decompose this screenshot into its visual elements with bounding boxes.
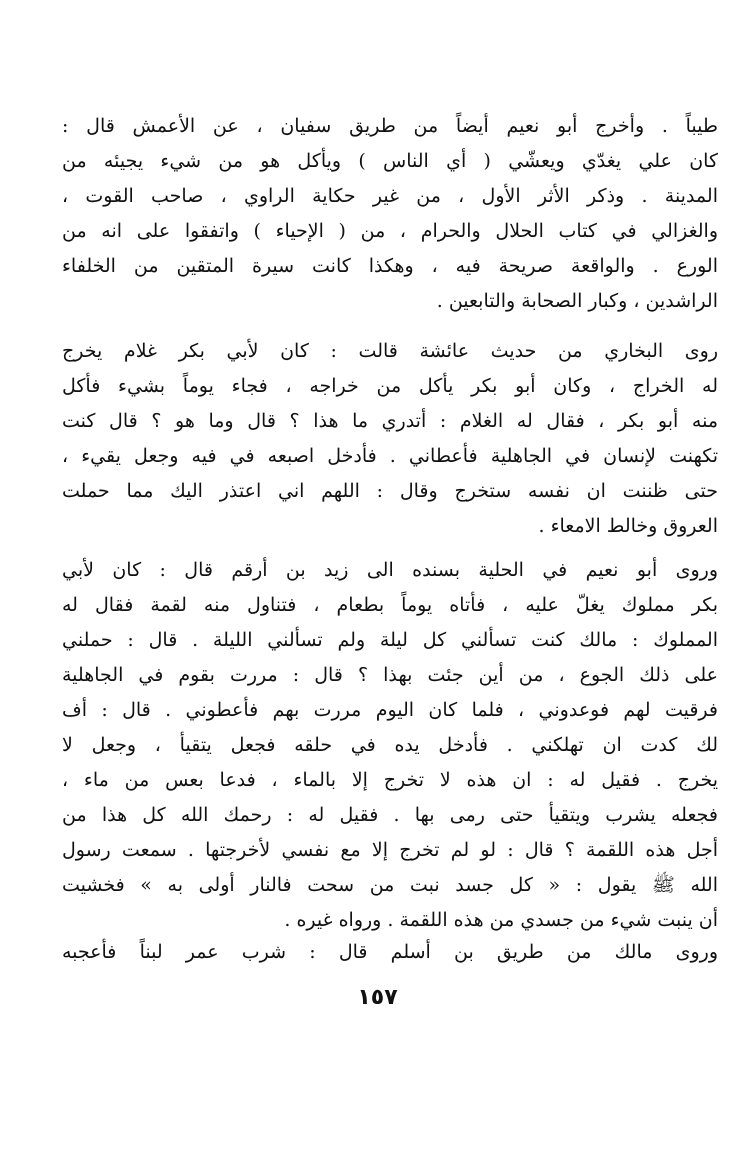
- text-line: طيباً . وأخرج أبو نعيم أيضاً من طريق سفيان ، عن الأعمش قال :: [62, 115, 718, 137]
- text-line: تكهنت لإنسان في الجاهلية فأعطاني . فأدخل اصبعه في فيه وجعل يقيء ،: [62, 445, 718, 467]
- text-line: كان علي يغدّي ويعشّي ( أي الناس ) ويأكل هو من شيء يجيئه من: [62, 150, 718, 172]
- text-line: والغزالي في كتاب الحلال والحرام ، من ( الإحياء ) واتفقوا على انه من: [62, 220, 718, 242]
- text-line: الله ﷺ يقول : « كل جسد نبت من سحت فالنار أولى به » فخشيت: [62, 874, 718, 896]
- text-line: أن ينبت شيء من جسدي من هذه اللقمة . ورواه غيره .: [284, 909, 718, 931]
- text-line: الورع . والواقعة صريحة فيه ، وهكذا كانت سيرة المتقين من الخلفاء: [62, 255, 718, 277]
- text-line: المدينة . وذكر الأثر الأول ، من غير حكاية الراوي ، صاحب القوت ،: [62, 185, 718, 207]
- text-line: روى البخاري من حديث عائشة قالت : كان لأبي بكر غلام يخرج: [62, 340, 718, 362]
- text-line: لك كدت ان تهلكني . فأدخل يده في حلقه فجعل يتقيأ ، وجعل لا: [62, 734, 718, 756]
- text-line: المملوك : مالك كنت تسألني كل ليلة ولم تسألني الليلة . قال : حملني: [62, 629, 718, 651]
- text-line: بكر مملوك يغلّ عليه ، فأتاه يوماً بطعام ، فتناول منه لقمة فقال له: [62, 594, 718, 616]
- text-line: حتى ظننت ان نفسه ستخرج وقال : اللهم اني اعتذر اليك مما حملت: [62, 480, 718, 502]
- text-line: الراشدين ، وكبار الصحابة والتابعين .: [436, 290, 718, 312]
- text-line: وروى مالك من طريق بن أسلم قال : شرب عمر لبناً فأعجبه: [62, 941, 718, 963]
- text-line: العروق وخالط الامعاء .: [538, 515, 718, 537]
- text-line: فجعله يشرب ويتقيأ حتى رمى بها . فقيل له : رحمك الله كل هذا من: [62, 804, 718, 826]
- text-line: فرقيت لهم فوعدوني ، فلما كان اليوم مررت بهم فأعطوني . قال : أف: [62, 699, 718, 721]
- text-line: أجل هذه اللقمة ؟ قال : لو لم تخرج إلا مع نفسي لأخرجتها . سمعت رسول: [62, 839, 718, 861]
- page-number: ١٥٧: [357, 985, 398, 1010]
- text-line: يخرج . فقيل له : ان هذه لا تخرج إلا بالماء ، فدعا بعس من ماء ،: [62, 769, 718, 791]
- text-line: وروى أبو نعيم في الحلية بسنده الى زيد بن أرقم قال : كان لأبي: [62, 559, 718, 581]
- text-line: على ذلك الجوع ، من أين جئت بهذا ؟ قال : مررت بقوم في الجاهلية: [62, 664, 718, 686]
- text-line: له الخراج ، وكان أبو بكر يأكل من خراجه ، فجاء يوماً بشيء فأكل: [62, 375, 718, 397]
- text-line: منه أبو بكر ، فقال له الغلام : أتدري ما هذا ؟ قال وما هو ؟ قال كنت: [62, 410, 718, 432]
